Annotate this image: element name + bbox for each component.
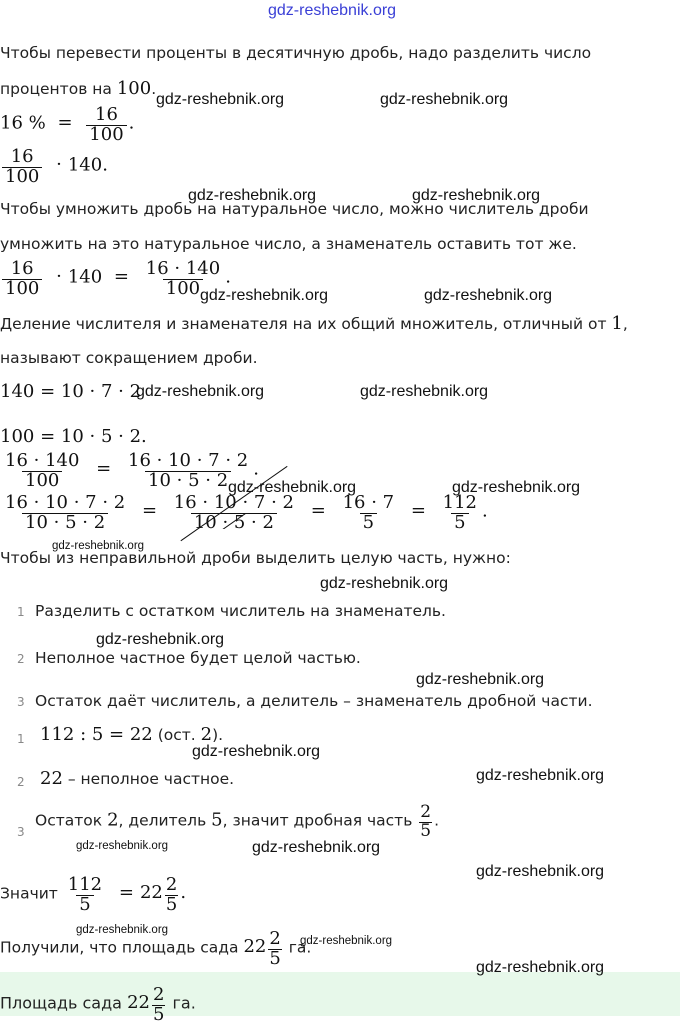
fraction-2-5 bbox=[165, 876, 178, 911]
watermark: gdz-reshebnik.org bbox=[252, 839, 381, 856]
equation-multiply: $\frac{16}{100}$ · 140 = $\frac{16 \cdot 140}{100}$ . bbox=[0, 260, 231, 295]
paragraph-1-line-1: Чтобы перевести проценты в десятичную дробь, надо разделить число bbox=[0, 44, 592, 62]
site-link[interactable]: gdz-reshebnik.org bbox=[268, 2, 397, 19]
numerator: 16 bbox=[10, 146, 34, 167]
conclusion-label: Значит bbox=[0, 884, 58, 903]
watermark: gdz-reshebnik.org bbox=[52, 540, 145, 552]
numerator: 16 · 7 bbox=[342, 492, 395, 513]
watermark: gdz-reshebnik.org bbox=[200, 287, 329, 304]
watermark: gdz-reshebnik.org bbox=[156, 91, 285, 108]
fraction-part-text: , значит дробная часть bbox=[222, 811, 413, 830]
fraction-16x7-5 bbox=[340, 494, 398, 529]
fraction-16-100 bbox=[86, 106, 126, 141]
number-1: 1 bbox=[611, 313, 623, 334]
applied-step-2 bbox=[40, 768, 234, 789]
remainder-label: (ост. bbox=[157, 726, 196, 744]
watermark: gdz-reshebnik.org bbox=[416, 671, 545, 688]
remainder-value: 2 bbox=[200, 724, 213, 745]
numerator: 16 · 140 bbox=[145, 258, 221, 279]
watermark: gdz-reshebnik.org bbox=[76, 924, 169, 936]
numerator: 16 bbox=[10, 258, 34, 279]
applied-step-3-number: 3 bbox=[17, 825, 25, 839]
denominator: 5 bbox=[451, 513, 468, 529]
denominator-crossed: 10 · 5 · 2 bbox=[191, 513, 277, 529]
paragraph-1-line-2: процентов на 100. bbox=[0, 78, 157, 99]
numerator: 16 · 10 · 7 · 2 bbox=[5, 492, 126, 513]
denominator: 10 · 5 · 2 bbox=[145, 471, 231, 487]
equation-percent: 16 % = $\frac{16}{100}$ . bbox=[0, 104, 135, 141]
step-2-number: 2 bbox=[17, 652, 25, 666]
watermark: gdz-reshebnik.org bbox=[424, 287, 553, 304]
percent-value: 16 % bbox=[0, 112, 46, 134]
unit: га. bbox=[172, 993, 196, 1013]
whole-part: 22 bbox=[127, 992, 150, 1014]
step-1-text: Разделить с остатком числитель на знаменатель. bbox=[35, 602, 446, 620]
quotient-value: 22 bbox=[40, 768, 63, 789]
applied-step-2-number: 2 bbox=[17, 775, 25, 789]
watermark: gdz-reshebnik.org bbox=[360, 383, 489, 400]
denominator: 100 bbox=[2, 279, 42, 295]
watermark: gdz-reshebnik.org bbox=[476, 767, 605, 784]
denominator: 5 bbox=[269, 948, 281, 965]
fraction-16-100 bbox=[2, 260, 42, 295]
number-140: 140 bbox=[67, 266, 103, 288]
numerator: 16 bbox=[95, 104, 118, 125]
watermark: gdz-reshebnik.org bbox=[412, 187, 541, 204]
equation-substitute: $\frac{16 \cdot 140}{100}$ = $\frac{16 \cdot 10 \cdot 7 \cdot 2}{10 \cdot 5 \cdot 2}$ . bbox=[0, 452, 259, 487]
watermark: gdz-reshebnik.org bbox=[188, 187, 317, 204]
denominator: 5 bbox=[76, 895, 93, 911]
number-140: 140 bbox=[67, 154, 103, 176]
numerator: 112 bbox=[67, 874, 103, 895]
denominator: 5 bbox=[420, 821, 432, 838]
fraction-112-5 bbox=[440, 494, 480, 529]
applied-step-3: Остаток 2, делитель 5, значит дробная часть $\frac{2}{5}$ . bbox=[35, 802, 440, 838]
numerator: 2 bbox=[269, 928, 281, 949]
unit: га. bbox=[288, 938, 312, 957]
conclusion: Значит $\frac{112}{5}$ = 22 $\frac{2}{5}$ . bbox=[0, 874, 187, 911]
watermark: gdz-reshebnik.org bbox=[320, 575, 449, 592]
denominator: 100 bbox=[22, 471, 62, 487]
numerator: 112 bbox=[442, 492, 478, 513]
paragraph-2-line-1: Чтобы умножить дробь на натуральное число, можно числитель дроби bbox=[0, 200, 589, 218]
numerator: 2 bbox=[420, 802, 432, 822]
number-100: 100 bbox=[116, 78, 152, 99]
divisor-text: , делитель bbox=[118, 811, 207, 830]
fraction-2-5 bbox=[419, 804, 432, 838]
remainder-close: ). bbox=[212, 726, 224, 744]
applied-step-1-number: 1 bbox=[17, 732, 25, 746]
paragraph-1-text: процентов на bbox=[0, 80, 112, 98]
whole-part: 22 bbox=[139, 882, 163, 904]
watermark: gdz-reshebnik.org bbox=[96, 631, 225, 648]
denominator: 5 bbox=[360, 513, 377, 529]
answer-label: Площадь сада bbox=[0, 993, 122, 1013]
paragraph-2-line-2: умножить на это натуральное число, а знаменатель оставить тот же. bbox=[0, 235, 577, 253]
watermark: gdz-reshebnik.org bbox=[192, 743, 321, 760]
fraction-2-5 bbox=[268, 930, 281, 965]
equation-140-factors: 140 = 10 · 7 · 2 bbox=[0, 381, 142, 402]
watermark: gdz-reshebnik.org bbox=[476, 863, 605, 880]
fraction-factored bbox=[2, 494, 128, 529]
divisor-value: 5 bbox=[211, 809, 223, 831]
applied-step-1 bbox=[40, 724, 223, 745]
numerator: 16 · 140 bbox=[5, 450, 80, 471]
fraction-16x140-100 bbox=[2, 452, 82, 487]
equation-100-factors: 100 = 10 · 5 · 2. bbox=[0, 426, 147, 447]
fraction-112-5 bbox=[65, 876, 105, 911]
equation-cancel: $\frac{16 \cdot 10 \cdot 7 \cdot 2}{10 \cdot 5 \cdot 2}$ = $\frac{16 \cdot 10 \cdot 7 \cdot 2}{10 \cdot 5 \cdot 2}$ = $\frac{16 \cdot 7}{5}$ = $\frac{112}{5}$ . bbox=[0, 494, 488, 529]
fraction-16-100 bbox=[2, 148, 42, 183]
quotient-label: – неполное частное. bbox=[67, 770, 235, 788]
result-text: Получили, что площадь сада bbox=[0, 938, 239, 957]
fraction-cancelled bbox=[171, 494, 297, 529]
denominator: 5 bbox=[152, 1004, 165, 1021]
denominator: 100 bbox=[2, 167, 42, 183]
watermark: gdz-reshebnik.org bbox=[476, 959, 605, 976]
watermark: gdz-reshebnik.org bbox=[76, 840, 169, 852]
watermark: gdz-reshebnik.org bbox=[452, 479, 581, 496]
remainder-text: Остаток bbox=[35, 811, 103, 830]
paragraph-3-line-1: Деление числителя и знаменателя на их общий множитель, отличный от 1, bbox=[0, 313, 628, 334]
denominator: 100 bbox=[163, 279, 203, 295]
numerator: 2 bbox=[152, 984, 165, 1005]
remainder-value: 2 bbox=[107, 809, 119, 831]
numerator: 16 · 10 · 7 · 2 bbox=[128, 450, 249, 471]
paragraph-3-text: Деление числителя и знаменателя на их общий множитель, отличный от bbox=[0, 315, 607, 333]
step-2-text: Неполное частное будет целой частью. bbox=[35, 649, 361, 667]
denominator: 100 bbox=[86, 125, 126, 141]
whole-part: 22 bbox=[243, 936, 267, 958]
paragraph-3-line-2: называют сокращением дроби. bbox=[0, 349, 258, 367]
denominator: 5 bbox=[165, 894, 178, 911]
step-3-text: Остаток даёт числитель, а делитель – знаменатель дробной части. bbox=[35, 692, 593, 710]
watermark: gdz-reshebnik.org bbox=[228, 479, 357, 496]
step-1-number: 1 bbox=[17, 605, 25, 619]
denominator: 10 · 5 · 2 bbox=[22, 513, 108, 529]
watermark: gdz-reshebnik.org bbox=[136, 383, 265, 400]
division-expression: 112 : 5 = 22 bbox=[40, 724, 153, 745]
numerator: 2 bbox=[165, 874, 178, 895]
paragraph-4: Чтобы из неправильной дроби выделить целую часть, нужно: bbox=[0, 549, 511, 567]
numerator-crossed: 16 · 10 · 7 · 2 bbox=[171, 494, 297, 513]
step-3-number: 3 bbox=[17, 695, 25, 709]
watermark: gdz-reshebnik.org bbox=[380, 91, 509, 108]
expression-fraction-times-140: $\frac{16}{100}$ · 140. bbox=[0, 148, 108, 183]
watermark: gdz-reshebnik.org bbox=[300, 935, 393, 947]
